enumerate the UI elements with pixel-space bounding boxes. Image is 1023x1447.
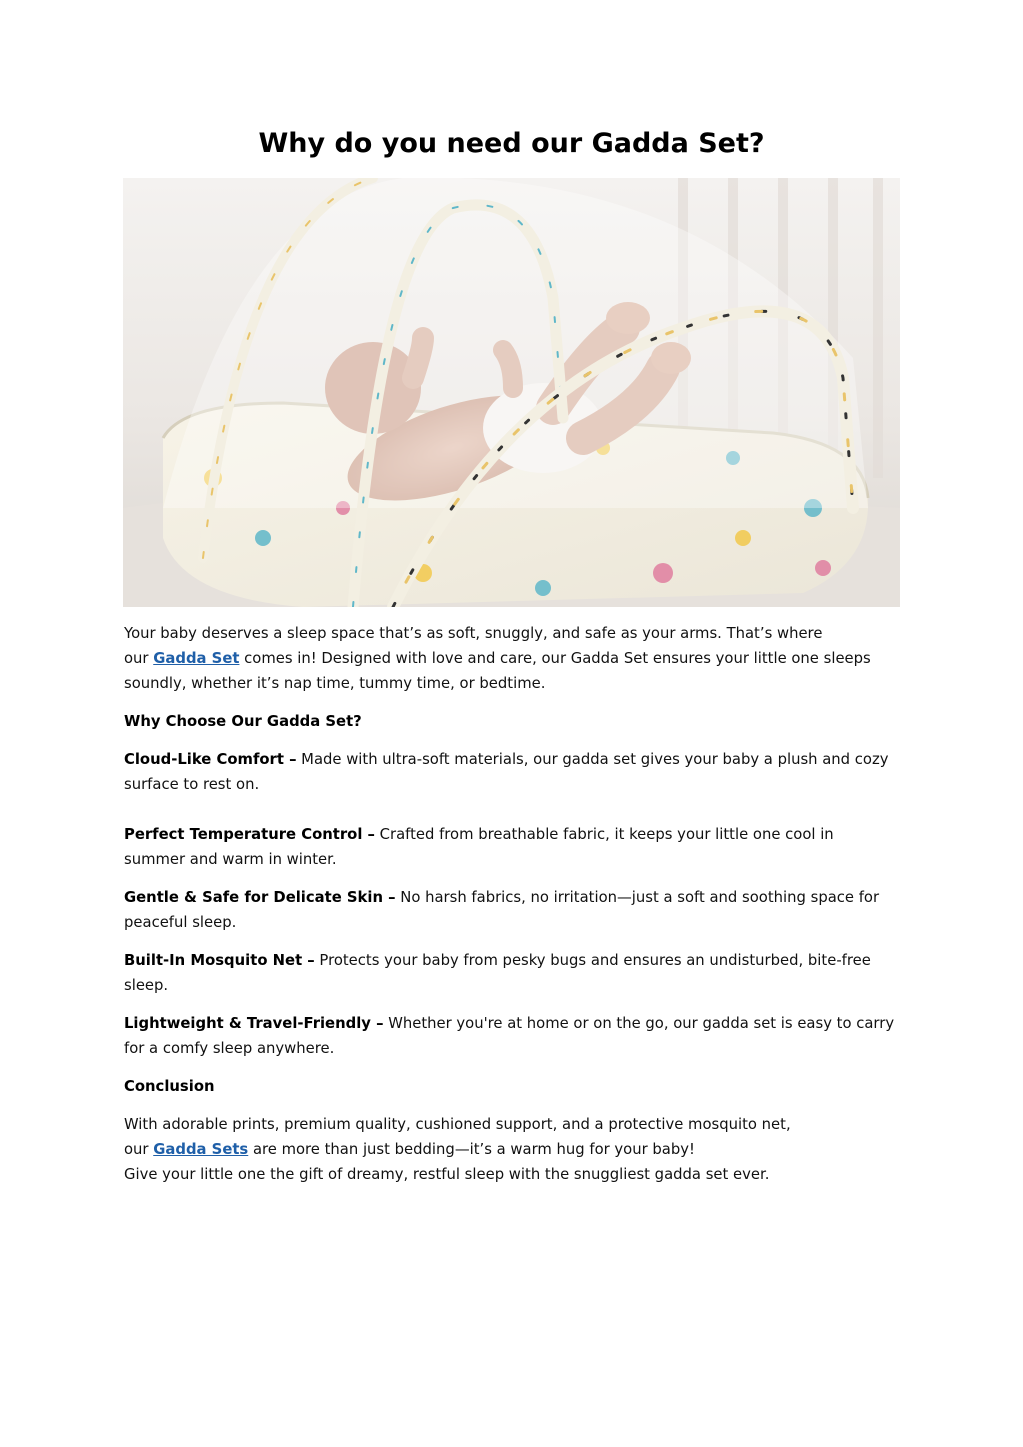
feature-item bbox=[124, 948, 904, 998]
feature-text: Made with ultra-soft materials, our gadda set gives your baby a plush and cozy bbox=[296, 751, 889, 768]
feature-label: Perfect Temperature Control – bbox=[124, 826, 375, 843]
feature-text-cont: peaceful sleep. bbox=[124, 914, 237, 931]
intro-line-1: Your baby deserves a sleep space that’s as soft, snuggly, and safe as your arms. That’s where bbox=[124, 625, 823, 642]
intro-paragraph bbox=[124, 621, 904, 696]
conclusion-line-2 bbox=[124, 1137, 904, 1162]
hero-illustration bbox=[123, 178, 900, 607]
why-choose-heading: Why Choose Our Gadda Set? bbox=[124, 713, 362, 730]
feature-label: Built-In Mosquito Net – bbox=[124, 952, 315, 969]
feature-text-cont: for a comfy sleep anywhere. bbox=[124, 1040, 335, 1057]
intro-prefix: our bbox=[124, 650, 154, 667]
gadda-set-link[interactable]: Gadda Set bbox=[153, 650, 240, 667]
article-body bbox=[124, 621, 904, 1187]
intro-suffix: comes in! Designed with love and care, our Gadda Set ensures your little one sleeps bbox=[239, 650, 871, 667]
conclusion-line-3: Give your little one the gift of dreamy, restful sleep with the snuggliest gadda set ever. bbox=[124, 1166, 770, 1183]
feature-label: Lightweight & Travel-Friendly – bbox=[124, 1015, 384, 1032]
feature-item bbox=[124, 747, 904, 797]
gadda-sets-link[interactable]: Gadda Sets bbox=[153, 1141, 249, 1158]
page-title: Why do you need our Gadda Set? bbox=[258, 128, 765, 159]
feature-text: Protects your baby from pesky bugs and ensures an undisturbed, bite-free bbox=[314, 952, 871, 969]
feature-label: Gentle & Safe for Delicate Skin – bbox=[124, 889, 396, 906]
feature-label: Cloud-Like Comfort – bbox=[124, 751, 297, 768]
intro-line-2 bbox=[124, 646, 904, 671]
conclusion-line-1: With adorable prints, premium quality, cushioned support, and a protective mosquito net, bbox=[124, 1116, 791, 1133]
feature-item bbox=[124, 1011, 904, 1061]
intro-line-3: soundly, whether it’s nap time, tummy time, or bedtime. bbox=[124, 675, 546, 692]
feature-text-cont: surface to rest on. bbox=[124, 776, 260, 793]
feature-item bbox=[124, 822, 904, 872]
feature-text-cont: summer and warm in winter. bbox=[124, 851, 337, 868]
feature-text: Whether you're at home or on the go, our gadda set is easy to carry bbox=[383, 1015, 895, 1032]
conclusion-prefix: our bbox=[124, 1141, 154, 1158]
conclusion-suffix: are more than just bedding—it’s a warm hug for your baby! bbox=[248, 1141, 695, 1158]
conclusion-heading: Conclusion bbox=[124, 1078, 215, 1095]
feature-item bbox=[124, 885, 904, 935]
feature-text: Crafted from breathable fabric, it keeps your little one cool in bbox=[374, 826, 834, 843]
feature-text: No harsh fabrics, no irritation—just a soft and soothing space for bbox=[395, 889, 880, 906]
hero-image bbox=[123, 178, 900, 607]
feature-text-cont: sleep. bbox=[124, 977, 169, 994]
conclusion-paragraph bbox=[124, 1112, 904, 1187]
